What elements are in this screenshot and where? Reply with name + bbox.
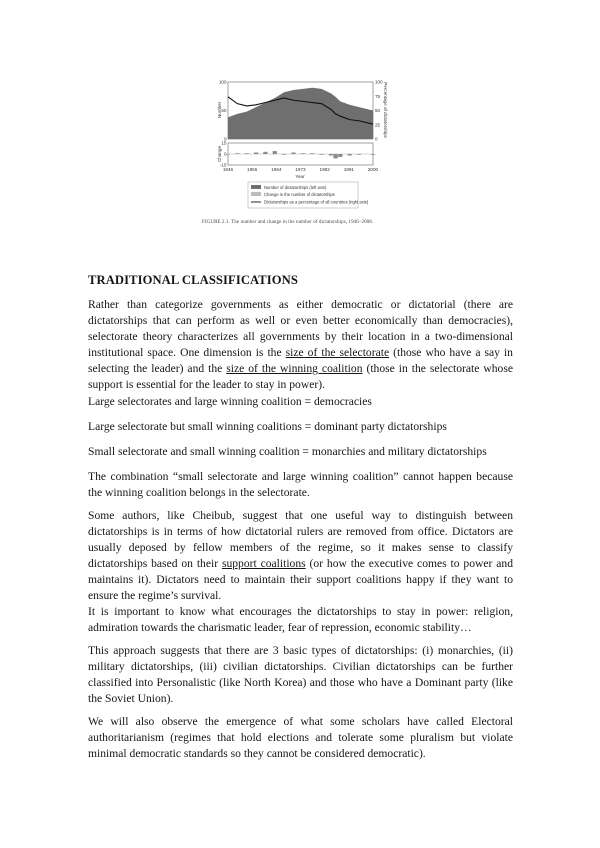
lower-y-tick-label: -15 [219, 162, 227, 168]
y-tick-label: 100 [218, 79, 227, 85]
chart-svg [218, 80, 388, 218]
right-y-tick-label: 0 [375, 136, 378, 142]
x-tick-label: 1973 [295, 167, 306, 172]
x-tick-label: 1982 [319, 167, 330, 172]
x-tick-label: 1991 [343, 167, 354, 172]
change-bar [338, 154, 342, 157]
left-axis-label: Number [217, 101, 222, 119]
change-bar [347, 154, 351, 155]
lower-axis-label: Change [217, 145, 222, 163]
paragraph-stay-in-power: It is important to know what encourages the dictatorships to stay in power: religion, admiration towards the charismatic leader, fear of repression, economic stability… [88, 605, 513, 635]
x-tick-label: 2000 [367, 167, 379, 172]
y-tick-label: 50 [221, 108, 227, 113]
paragraph-combination: The combination “small selectorate and large winning coalition” cannot happen because the winning coalition belongs in the selectorate. [88, 470, 513, 500]
legend-swatch-area [251, 185, 261, 189]
change-bar [301, 153, 305, 154]
change-bar [291, 153, 295, 154]
x-tick-label: 1946 [222, 167, 234, 172]
right-axis-label: Percentage of dictatorships [383, 82, 388, 138]
change-layer [223, 151, 375, 158]
x-tick-label: 1964 [271, 167, 282, 172]
paragraph-electoral-authoritarianism: We will also observe the emergence of what some scholars have called Electoral authoritarianism (regimes that hold elections and tolerate some pluralism but violate minimal democratic standards so they cannot be considered democratic). [88, 715, 513, 761]
change-bar [254, 153, 258, 154]
area-layer [228, 88, 373, 139]
change-bar [245, 153, 249, 154]
term-support-coalitions: support coalitions [221, 557, 306, 571]
paragraph-democracies: Large selectorates and large winning coalition = democracies [88, 395, 372, 408]
change-bar [273, 151, 277, 154]
xtick-layer [223, 167, 379, 172]
paragraph-monarchies-military: Small selectorate and small winning coalition = monarchies and military dictatorships [88, 445, 487, 458]
right-y-tick-label: 25 [375, 122, 381, 128]
change-bar [310, 153, 314, 154]
legend-entry-1: Number of dictatorships (left axis) [264, 185, 327, 190]
paragraph-dominant-party: Large selectorate but small winning coalitions = dominant party dictatorships [88, 420, 447, 433]
legend-entry-2: Change in the number of dictatorships [264, 192, 335, 197]
change-bar [263, 152, 267, 154]
paragraph-selectorate-theory: Rather than categorize governments as either democratic or dictatorial (there are dictatorships that can perform as well or even better economically than democracies), selectorate theory characterizes all governments by their location in a two-dimensional institutional space. One dimension is the size of the selectorate (those who have a say in selecting the leader) and the size of the winning coalition (those in the selectorate whose support is essential for the leader to stay in power). [88, 298, 513, 392]
paragraph-cheibub: Some authors, like Cheibub, suggest that one useful way to distinguish between dictatorships is in terms of how dictatorial rulers are removed from office. Dictators are usually deposed by fellow members of the regime, so it makes sense to classify dictatorships based on their support coalitions (or how the executive comes to power and maintains it). Dictators need to maintain their support coalitions happy if they want to ensure the regime’s survival. [88, 509, 513, 603]
chart-legend [248, 182, 369, 208]
legend-entry-3: Dictatorships as a percentage of all countries (right axis) [264, 199, 369, 205]
section-heading: TRADITIONAL CLASSIFICATIONS [88, 273, 298, 287]
change-bar [357, 154, 361, 155]
series-number-of-dictatorships-area [228, 88, 373, 139]
x-axis-label: Year [295, 174, 305, 179]
lower-y-tick-label: 0 [223, 151, 227, 157]
lower-y-tick-label: 15 [221, 140, 227, 146]
right-y-tick-label: 75 [375, 93, 381, 99]
figure-caption: FIGURE 2.1. The number and change in the number of dictatorships, 1946–2008. [202, 220, 374, 225]
paragraph-three-types: This approach suggests that there are 3 basic types of dictatorships: (i) monarchies, (ii) military dictatorships, (iii) civilian dictatorships. Civilian dictatorships can be further classified into Personalistic (like North Korea) and those who have a Dominant party (like the Soviet Union). [88, 644, 513, 706]
change-bar [329, 154, 333, 155]
right-y-tick-label: 50 [375, 108, 381, 113]
change-bar [371, 154, 375, 155]
change-bar [282, 154, 286, 155]
legend-swatch-change [251, 192, 261, 196]
y-tick-label: 0 [223, 136, 227, 142]
figure-dictatorships-chart [218, 80, 388, 238]
term-size-of-selectorate: size of the selectorate [285, 346, 390, 360]
x-tick-label: 1955 [247, 167, 258, 172]
change-bar [235, 153, 239, 154]
change-bar [319, 154, 323, 155]
term-size-of-winning-coalition: size of the winning coalition [226, 362, 363, 376]
change-bar [333, 154, 337, 158]
right-y-tick-label: 100 [375, 79, 383, 85]
